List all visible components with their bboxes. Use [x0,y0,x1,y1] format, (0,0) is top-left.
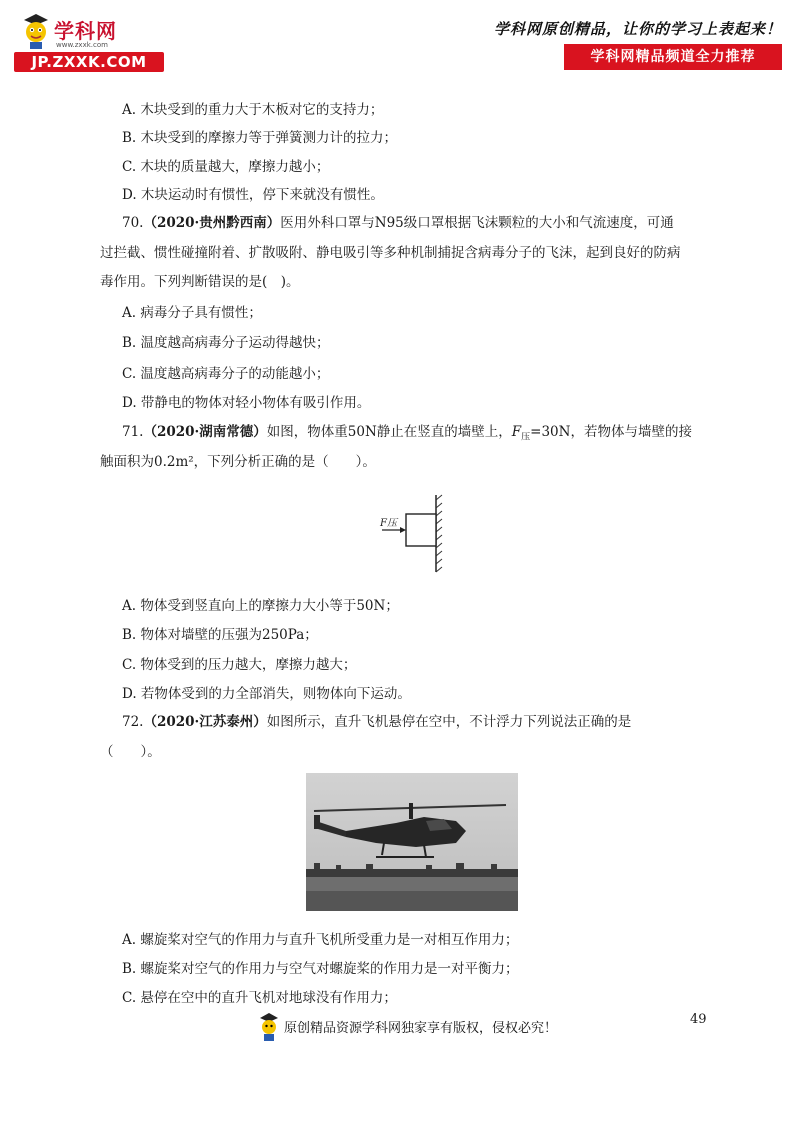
q69-option-a: A. 木块受到的重力大于木板对它的支持力； [122,102,384,118]
q70-source: （2020·贵州黔西南） [143,215,281,231]
q70-stem-line3: 毒作用。下列判断错误的是( )。 [100,274,300,290]
footer-mascot-icon [258,1012,280,1042]
q70-text1: 医用外科口罩与N95级口罩根据飞沫颗粒的大小和气流速度，可通 [280,215,674,231]
q71-text1b: =30N，若物体与墙壁的接 [530,424,692,440]
q69-option-d: D. 木块运动时有惯性，停下来就没有惯性。 [122,187,384,203]
q69-option-b: B. 木块受到的摩擦力等于弹簧测力计的拉力； [122,130,398,146]
wall-block-figure [370,490,470,580]
brand-url[interactable]: JP.ZXXK.COM [14,52,164,72]
q72-source: （2020·江苏泰州） [143,714,267,730]
q71-option-d: D. 若物体受到的力全部消失，则物体向下运动。 [122,686,411,702]
q72-text1: 如图所示，直升飞机悬停在空中，不计浮力下列说法正确的是 [266,714,632,730]
q71-source: （2020·湖南常德） [143,424,267,440]
q72-option-b: B. 螺旋桨对空气的作用力与空气对螺旋桨的作用力是一对平衡力； [122,961,519,977]
force-label: F压 [380,518,397,529]
q72-stem-line2: （ ）。 [100,744,161,760]
brand-name: 学科网 [54,19,117,43]
q72-option-a: A. 螺旋桨对空气的作用力与直升飞机所受重力是一对相互作用力； [122,932,519,948]
q70-option-c: C. 温度越高病毒分子的动能越小； [122,366,330,382]
q70-number: 70. [122,215,144,231]
q71-stem-line2: 触面积为0.2m²，下列分析正确的是（ ）。 [100,454,376,470]
q69-option-c: C. 木块的质量越大，摩擦力越小； [122,159,330,175]
copyright-notice: 原创精品资源学科网独家享有版权，侵权必究！ [284,1021,558,1036]
mascot-icon [20,12,52,50]
helicopter-photo [306,773,518,911]
header-banner: 学科网精品频道全力推荐 [564,44,782,70]
q71-option-c: C. 物体受到的压力越大，摩擦力越大； [122,657,357,673]
q70-option-d: D. 带静电的物体对轻小物体有吸引作用。 [122,395,371,411]
header-slogan: 学科网原创精品，让你的学习上表起来！ [493,20,782,38]
q72-stem-line1 [122,712,631,732]
q72-option-c: C. 悬停在空中的直升飞机对地球没有作用力； [122,990,397,1006]
q71-number: 71. [122,424,144,440]
site-logo[interactable] [14,12,164,74]
brand-domain: www.zxxk.com [56,41,108,49]
q71-option-b: B. 物体对墙壁的压强为250Pa； [122,627,318,643]
q71-force-symbol: F [511,424,522,440]
q71-option-a: A. 物体受到竖直向上的摩擦力大小等于50N； [122,598,399,614]
q70-stem-line1 [122,213,674,233]
q71-stem-line1 [122,422,692,448]
q70-option-a: A. 病毒分子具有惯性； [122,305,262,321]
q72-number: 72. [122,714,144,730]
page-number: 49 [690,1012,707,1027]
q71-force-sub: 压 [521,432,531,443]
q70-option-b: B. 温度越高病毒分子运动得越快； [122,335,330,351]
q71-text1a: 如图，物体重50N静止在竖直的墙壁上， [266,424,512,440]
q70-stem-line2: 过拦截、惯性碰撞附着、扩散吸附、静电吸引等多种机制捕捉含病毒分子的飞沫，起到良好的防病 [100,245,681,261]
